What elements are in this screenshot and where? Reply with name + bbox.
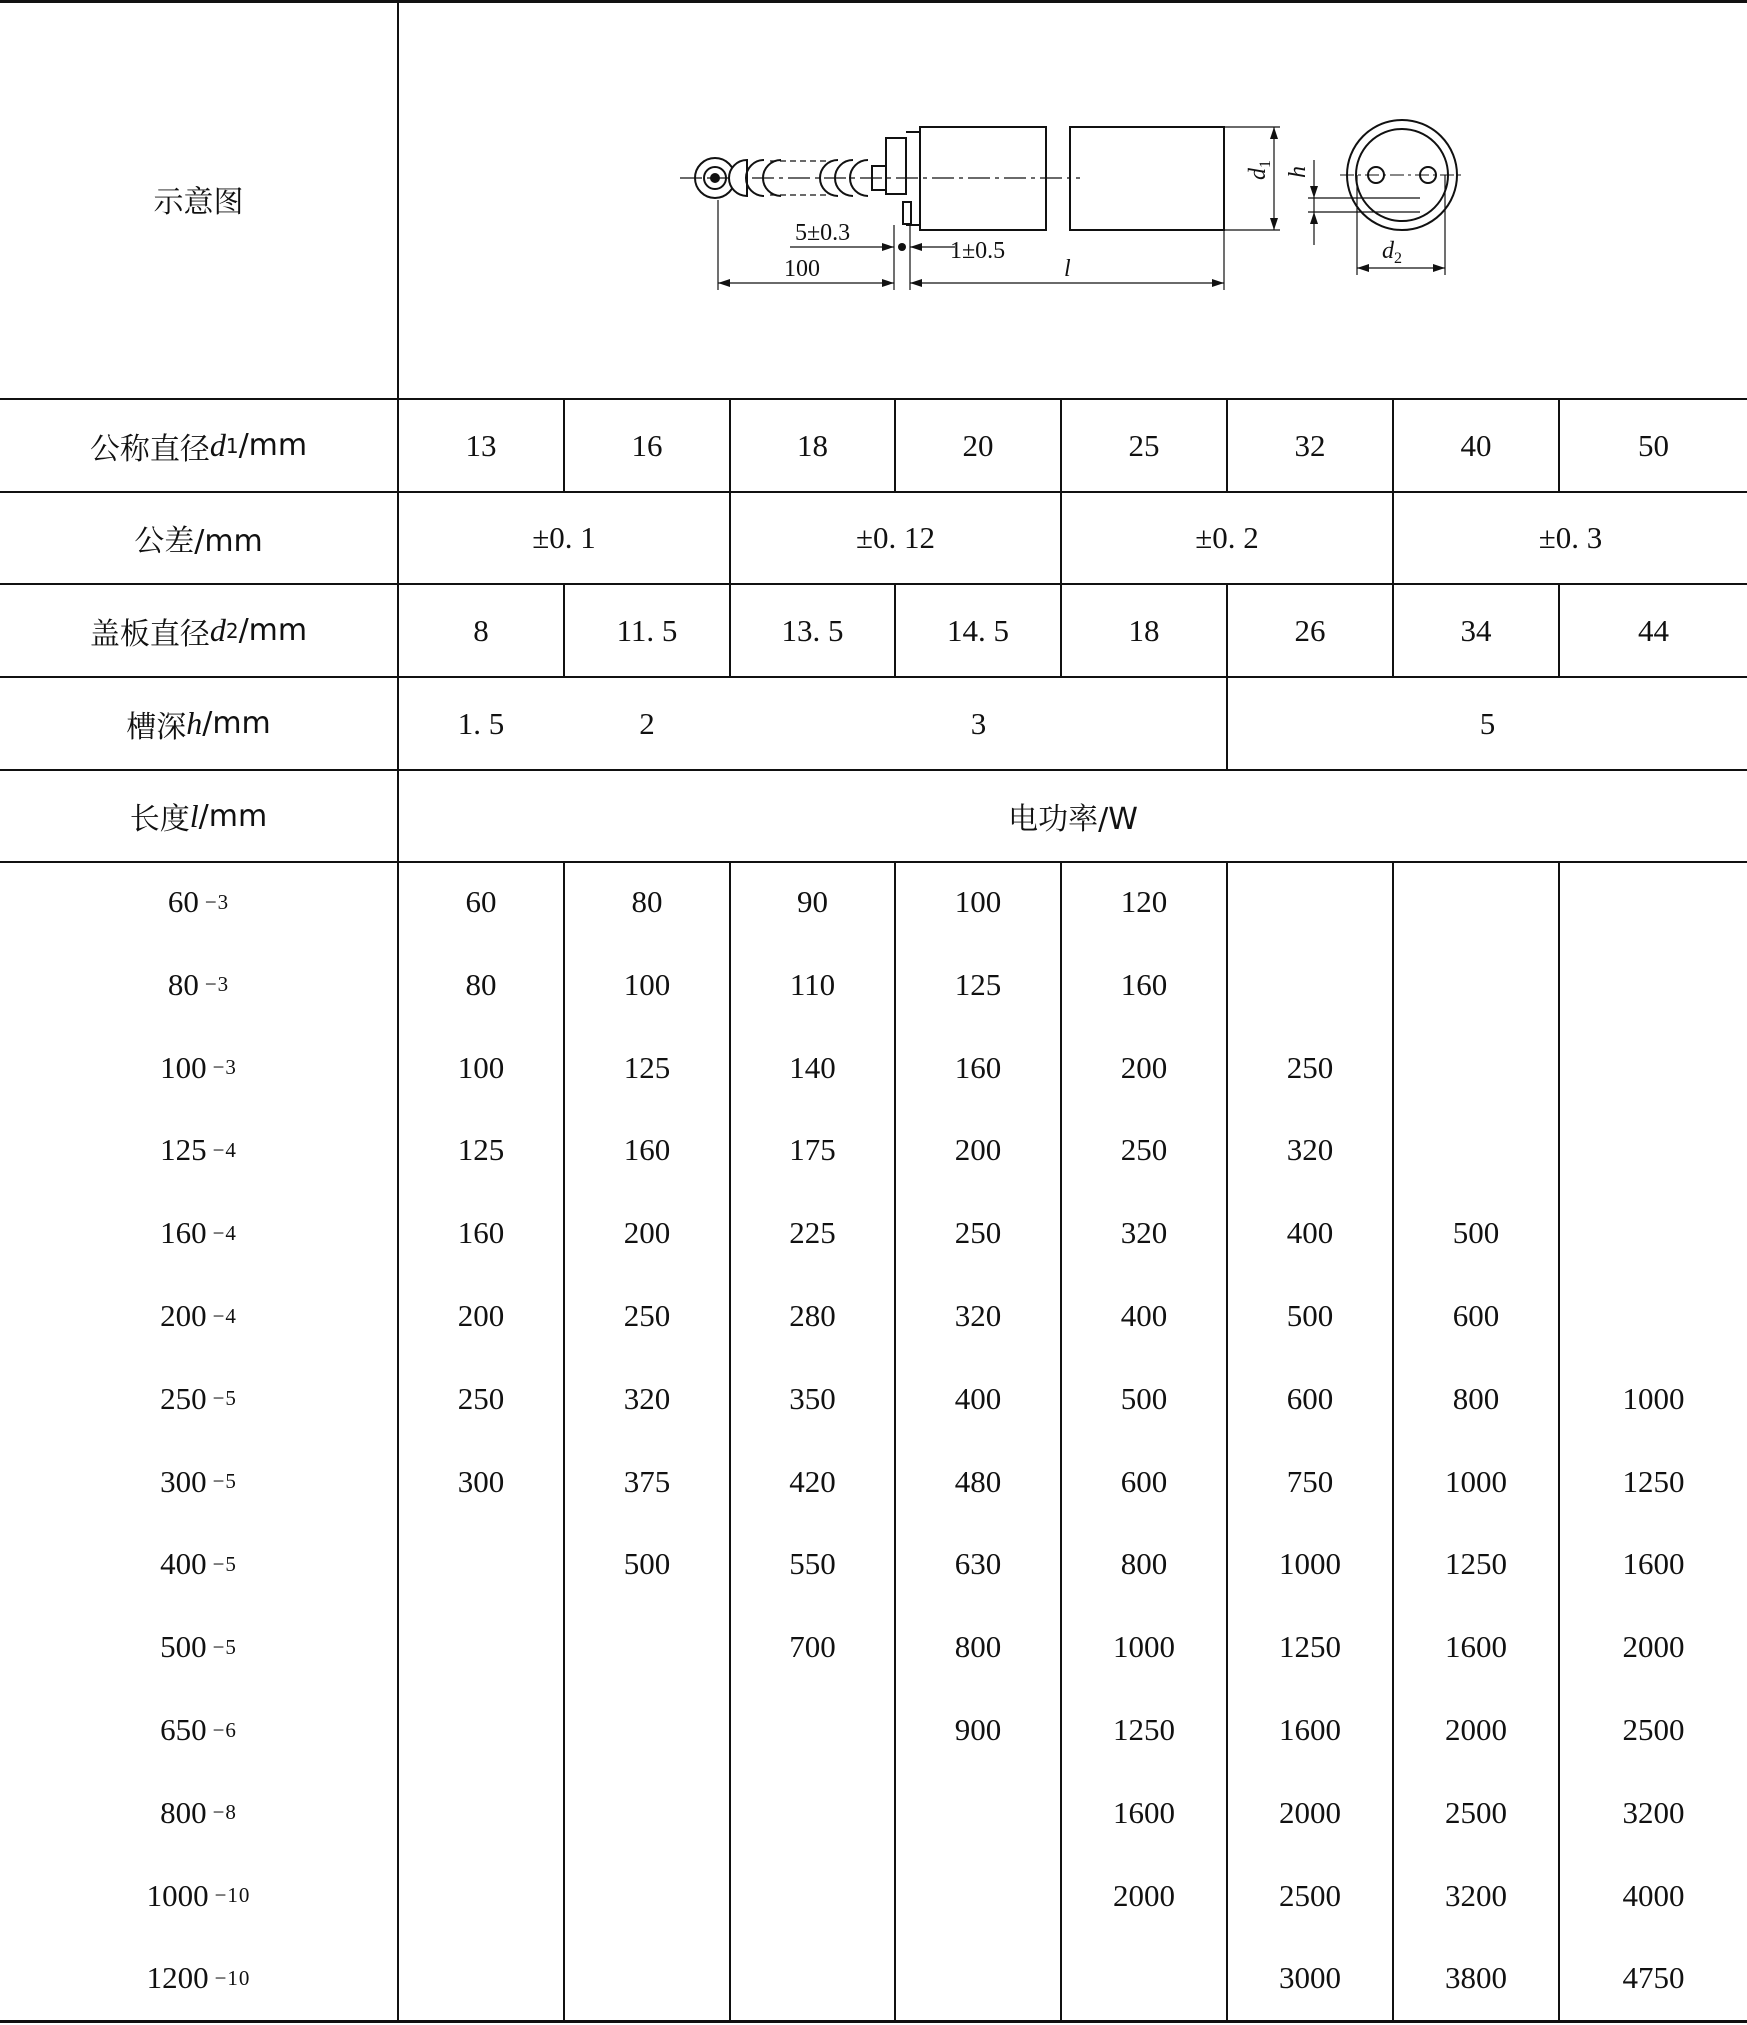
power-cell: 700 (789, 1629, 836, 1665)
length-label: 300 −5 (160, 1463, 237, 1499)
length-label: 1000 −10 (146, 1877, 251, 1913)
power-cell: 110 (789, 966, 836, 1002)
power-cell (731, 1700, 894, 1760)
power-cell (1560, 1038, 1747, 1098)
groove-value: 5 (1479, 705, 1496, 741)
power-cell (399, 1948, 563, 2008)
power-cell: 500 (623, 1546, 671, 1582)
power-cell: 160 (457, 1215, 505, 1251)
power-cell: 160 (954, 1049, 1002, 1085)
power-cell: 1250 (1622, 1463, 1685, 1499)
tolerance-value: ±0. 1 (532, 520, 596, 555)
diameter-value: 32 (1294, 427, 1326, 463)
column-rule (1226, 861, 1228, 2022)
power-cell: 100 (954, 884, 1002, 919)
power-cell: 400 (1286, 1215, 1334, 1251)
tolerance-value: ±0. 3 (1538, 520, 1603, 555)
power-cell: 630 (954, 1546, 1002, 1582)
dim-label-1: 1±0.5 (950, 238, 1006, 264)
power-cell: 320 (1120, 1215, 1168, 1251)
power-cell: 600 (1286, 1380, 1334, 1416)
bottom-rule (0, 2020, 1747, 2023)
power-cell: 200 (457, 1298, 505, 1333)
power-cell (399, 1783, 563, 1843)
diameter-value: 50 (1638, 427, 1669, 463)
length-label: 125 −4 (160, 1132, 237, 1168)
power-cell: 750 (1286, 1463, 1334, 1499)
arrow (1212, 279, 1224, 287)
power-cell (1394, 1038, 1558, 1098)
diameter-value: 18 (797, 427, 828, 463)
power-cell: 500 (1452, 1215, 1500, 1251)
cover-value: 13. 5 (781, 612, 844, 648)
power-cell: 1600 (1445, 1629, 1507, 1665)
power-cell: 140 (789, 1049, 836, 1085)
power-cell: 3200 (1445, 1877, 1507, 1913)
power-cell: 2000 (1622, 1629, 1685, 1665)
power-cell: 125 (623, 1049, 671, 1085)
power-cell (1560, 955, 1747, 1015)
power-cell: 600 (1452, 1298, 1500, 1333)
power-cell: 2000 (1279, 1794, 1341, 1830)
power-cell: 500 (1286, 1298, 1334, 1333)
column-rule (894, 861, 896, 2022)
power-cell: 1000 (1622, 1380, 1685, 1416)
dim-dot (898, 243, 906, 251)
power-cell: 800 (1452, 1380, 1500, 1416)
power-cell: 1000 (1113, 1629, 1175, 1665)
power-cell: 225 (789, 1215, 836, 1251)
power-cell: 3000 (1279, 1960, 1341, 1996)
cover-value: 26 (1294, 612, 1326, 648)
power-cell: 280 (789, 1298, 836, 1333)
power-cell: 800 (954, 1629, 1002, 1665)
length-label: 100 −3 (160, 1049, 237, 1085)
row-rule (0, 861, 1747, 863)
power-cell: 400 (954, 1380, 1002, 1416)
power-cell: 100 (457, 1049, 505, 1085)
length-label: 80 −3 (167, 966, 230, 1002)
power-cell: 250 (623, 1298, 671, 1333)
tolerance-row-label: 公差/mm (134, 524, 263, 559)
terminal-ring-dot (711, 174, 719, 182)
cover-value: 34 (1460, 612, 1492, 648)
heater-schematic-diagram (660, 100, 1480, 300)
groove-row-label: 槽深 h /mm (126, 705, 271, 745)
power-cell: 200 (623, 1215, 671, 1251)
cover-row-label: 盖板直径 d 2 /mm (89, 612, 308, 652)
arrow (910, 279, 922, 287)
power-cell: 2000 (1445, 1712, 1507, 1747)
power-cell: 80 (465, 966, 497, 1002)
arrow (718, 279, 730, 287)
power-cell (896, 1783, 1060, 1843)
power-cell (1228, 872, 1392, 932)
power-cell: 4000 (1622, 1877, 1685, 1913)
power-cell: 160 (1120, 966, 1168, 1002)
power-cell (1228, 955, 1392, 1015)
power-cell (1560, 1120, 1747, 1180)
power-cell: 320 (954, 1298, 1002, 1333)
length-row-label: 长度 l /mm (129, 797, 268, 837)
power-cell (1394, 1120, 1558, 1180)
power-cell: 1000 (1445, 1463, 1507, 1499)
power-cell: 200 (1120, 1049, 1168, 1085)
length-label: 800 −8 (160, 1794, 237, 1830)
diameter-value: 16 (631, 427, 663, 463)
column-rule (1392, 861, 1394, 2022)
power-cell: 2500 (1279, 1877, 1341, 1913)
tolerance-value: ±0. 2 (1195, 520, 1259, 555)
power-cell: 480 (954, 1463, 1002, 1499)
power-cell (565, 1617, 729, 1677)
power-cell: 250 (954, 1215, 1002, 1251)
column-rule (729, 861, 731, 2022)
arrow (1310, 186, 1318, 198)
power-cell (896, 1948, 1060, 2008)
cover-value: 14. 5 (947, 612, 1009, 648)
dim-label-d1: $d_1$ (1245, 160, 1274, 180)
cover-value: 11. 5 (616, 612, 678, 648)
arrow (882, 243, 894, 251)
power-cell: 160 (623, 1132, 671, 1168)
length-label: 160 −4 (160, 1215, 237, 1251)
arrow (1433, 264, 1445, 272)
cover-value: 18 (1128, 612, 1160, 648)
diameter-value: 25 (1128, 427, 1160, 463)
power-cell: 800 (1120, 1546, 1168, 1582)
power-cell: 375 (623, 1463, 671, 1499)
power-cell (399, 1700, 563, 1760)
length-label: 1200 −10 (146, 1960, 251, 1996)
power-cell: 1000 (1279, 1546, 1341, 1582)
power-cell: 900 (954, 1712, 1002, 1747)
power-cell: 120 (1120, 884, 1168, 919)
power-cell (731, 1866, 894, 1926)
length-label: 60 −3 (167, 884, 230, 919)
dim-label-d2: $d_2$ (1382, 238, 1402, 267)
diameter-row-label: 公称直径 d 1 /mm (89, 427, 308, 467)
power-cell (399, 1617, 563, 1677)
dim-label-l: l (1064, 256, 1071, 282)
cover-value: 44 (1638, 612, 1669, 648)
arrow (882, 279, 894, 287)
power-cell (565, 1866, 729, 1926)
power-cell (1560, 1203, 1747, 1263)
dim-label-h: h (1285, 166, 1311, 178)
power-cell: 300 (457, 1463, 505, 1499)
power-cell: 350 (789, 1380, 836, 1416)
diameter-value: 13 (465, 427, 497, 463)
power-cell (1560, 1286, 1747, 1346)
power-cell (565, 1783, 729, 1843)
heater-body-right (1070, 127, 1224, 230)
length-label: 500 −5 (160, 1629, 237, 1665)
power-cell (399, 1534, 563, 1594)
power-cell: 420 (789, 1463, 836, 1499)
power-cell (1062, 1948, 1226, 2008)
arrow (1270, 127, 1278, 139)
power-cell: 125 (457, 1132, 505, 1168)
power-cell: 80 (631, 884, 663, 919)
power-cell: 250 (1286, 1049, 1334, 1085)
column-rule (1060, 861, 1062, 2022)
groove-value: 2 (639, 705, 655, 741)
power-cell: 125 (954, 966, 1002, 1002)
groove-value: 1. 5 (457, 705, 505, 741)
power-cell: 3800 (1445, 1960, 1507, 1996)
length-label: 250 −5 (160, 1380, 237, 1416)
length-label: 400 −5 (160, 1546, 237, 1582)
power-cell: 2500 (1622, 1712, 1685, 1747)
power-cell: 320 (1286, 1132, 1334, 1168)
groove-value: 3 (970, 705, 987, 741)
power-cell: 320 (623, 1380, 671, 1416)
length-label: 650 −6 (160, 1712, 237, 1747)
power-cell: 600 (1120, 1463, 1168, 1499)
power-cell: 1250 (1279, 1629, 1341, 1665)
arrow (1357, 264, 1369, 272)
power-cell: 1250 (1113, 1712, 1175, 1747)
power-cell: 550 (789, 1546, 836, 1582)
power-cell: 1600 (1279, 1712, 1341, 1747)
dim-label-100: 100 (784, 256, 820, 282)
cover-value: 8 (473, 612, 489, 648)
power-cell: 500 (1120, 1380, 1168, 1416)
power-cell: 4750 (1622, 1960, 1685, 1996)
power-cell (896, 1866, 1060, 1926)
power-cell: 60 (465, 884, 497, 919)
power-cell: 90 (797, 884, 828, 919)
power-cell: 1600 (1622, 1546, 1685, 1582)
power-cell: 100 (623, 966, 671, 1002)
power-cell: 175 (789, 1132, 836, 1168)
power-cell: 250 (1120, 1132, 1168, 1168)
dim-label-5: 5±0.3 (795, 220, 851, 246)
arrow (910, 243, 922, 251)
power-cell (1394, 872, 1558, 932)
length-label: 200 −4 (160, 1298, 237, 1333)
power-cell (731, 1948, 894, 2008)
power-cell (731, 1783, 894, 1843)
power-cell: 2500 (1445, 1794, 1507, 1830)
power-cell: 200 (954, 1132, 1002, 1168)
power-cell: 1250 (1445, 1546, 1507, 1582)
column-rule (563, 861, 565, 2022)
notch (903, 202, 911, 224)
power-cell (1560, 872, 1747, 932)
power-header: 电功率/W (1008, 802, 1138, 837)
power-cell (565, 1948, 729, 2008)
diagram-row-label: 示意图 (153, 185, 244, 220)
column-rule (1558, 861, 1560, 2022)
tolerance-value: ±0. 12 (855, 520, 935, 555)
arrow (1270, 218, 1278, 230)
power-cell (399, 1866, 563, 1926)
power-cell (1394, 955, 1558, 1015)
diameter-value: 40 (1460, 427, 1492, 463)
power-cell (565, 1700, 729, 1760)
power-cell: 400 (1120, 1298, 1168, 1333)
power-cell: 2000 (1113, 1877, 1175, 1913)
diameter-value: 20 (962, 427, 994, 463)
power-cell: 1600 (1113, 1794, 1175, 1830)
end-cap (886, 138, 906, 194)
power-cell: 3200 (1622, 1794, 1685, 1830)
arrow (1310, 212, 1318, 224)
power-cell: 250 (457, 1380, 505, 1416)
